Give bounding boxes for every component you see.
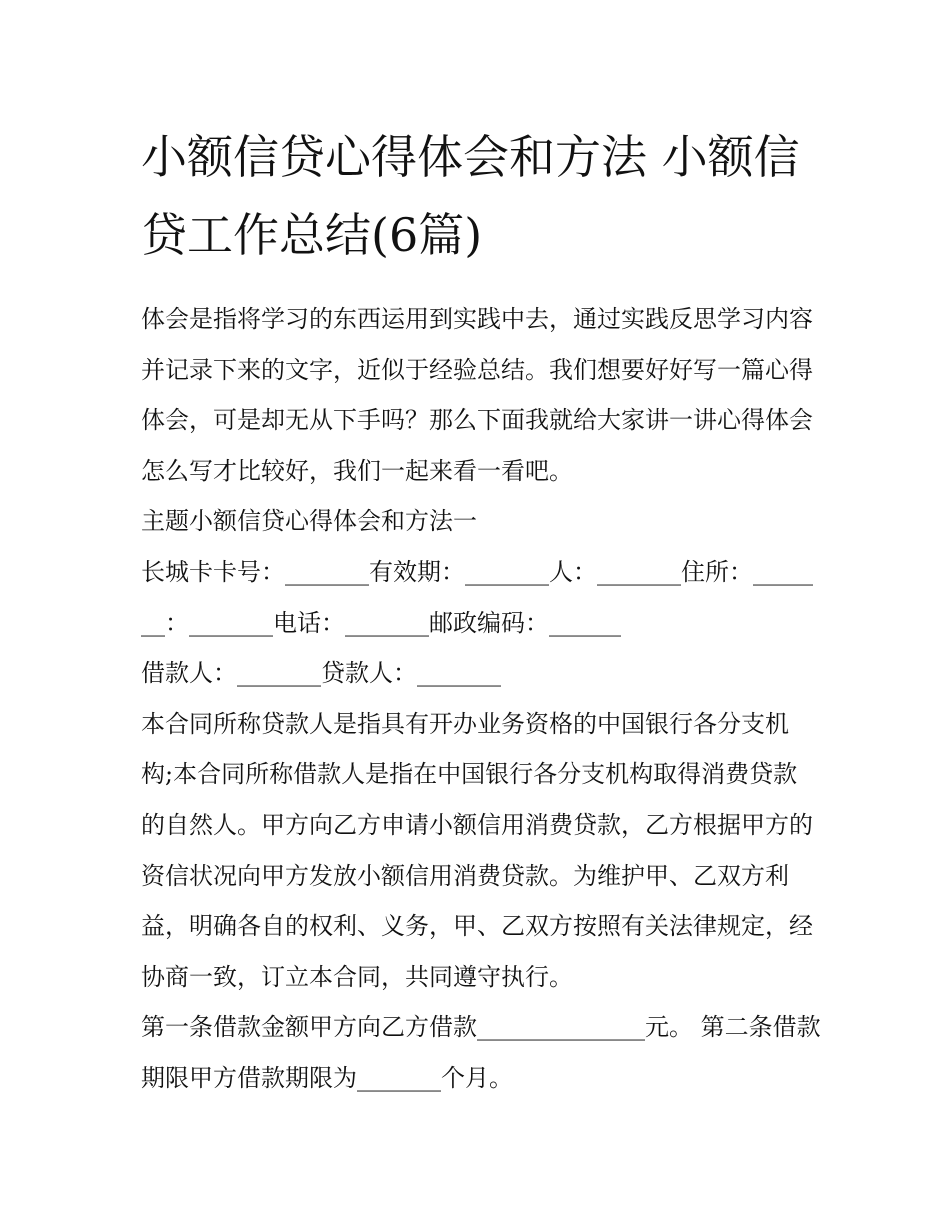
document-page	[141, 118, 821, 1104]
section-heading: 主题小额信贷心得体会和方法一	[141, 507, 477, 536]
intro-paragraph: 体会是指将学习的东西运用到实践中去，通过实践反思学习内容并记录下来的文字，近似于经验总结。我们想要好好写一篇心得体会，可是却无从下手吗？那么下面我就给大家讲一讲心得体会怎么写才比较好，我们一起来看一看吧。	[141, 305, 813, 485]
loan-terms-paragraph: 第一条借款金额甲方向乙方借款______________元。 第二条借款期限甲方借款期限为_______个月。	[141, 1013, 821, 1092]
contract-definition-paragraph: 本合同所称贷款人是指具有开办业务资格的中国银行各分支机构;本合同所称借款人是指在中国银行各分支机构取得消费贷款的自然人。甲方向乙方申请小额信用消费贷款，乙方根据甲方的资信状况向甲方发放小额信用消费贷款。为维护甲、乙双方利益，明确各自的权利、义务，甲、乙双方按照有关法律规定，经协商一致，订立本合同，共同遵守执行。	[141, 709, 813, 991]
parties-paragraph: 借款人：_______贷款人：_______	[141, 659, 501, 688]
document-title: 小额信贷心得体会和方法 小额信贷工作总结(6篇)	[141, 130, 800, 262]
card-info-paragraph: 长城卡卡号：_______有效期：_______人：_______住所：_______：_______电话：_______邮政编码：______	[141, 557, 813, 637]
document-body	[141, 294, 821, 1104]
